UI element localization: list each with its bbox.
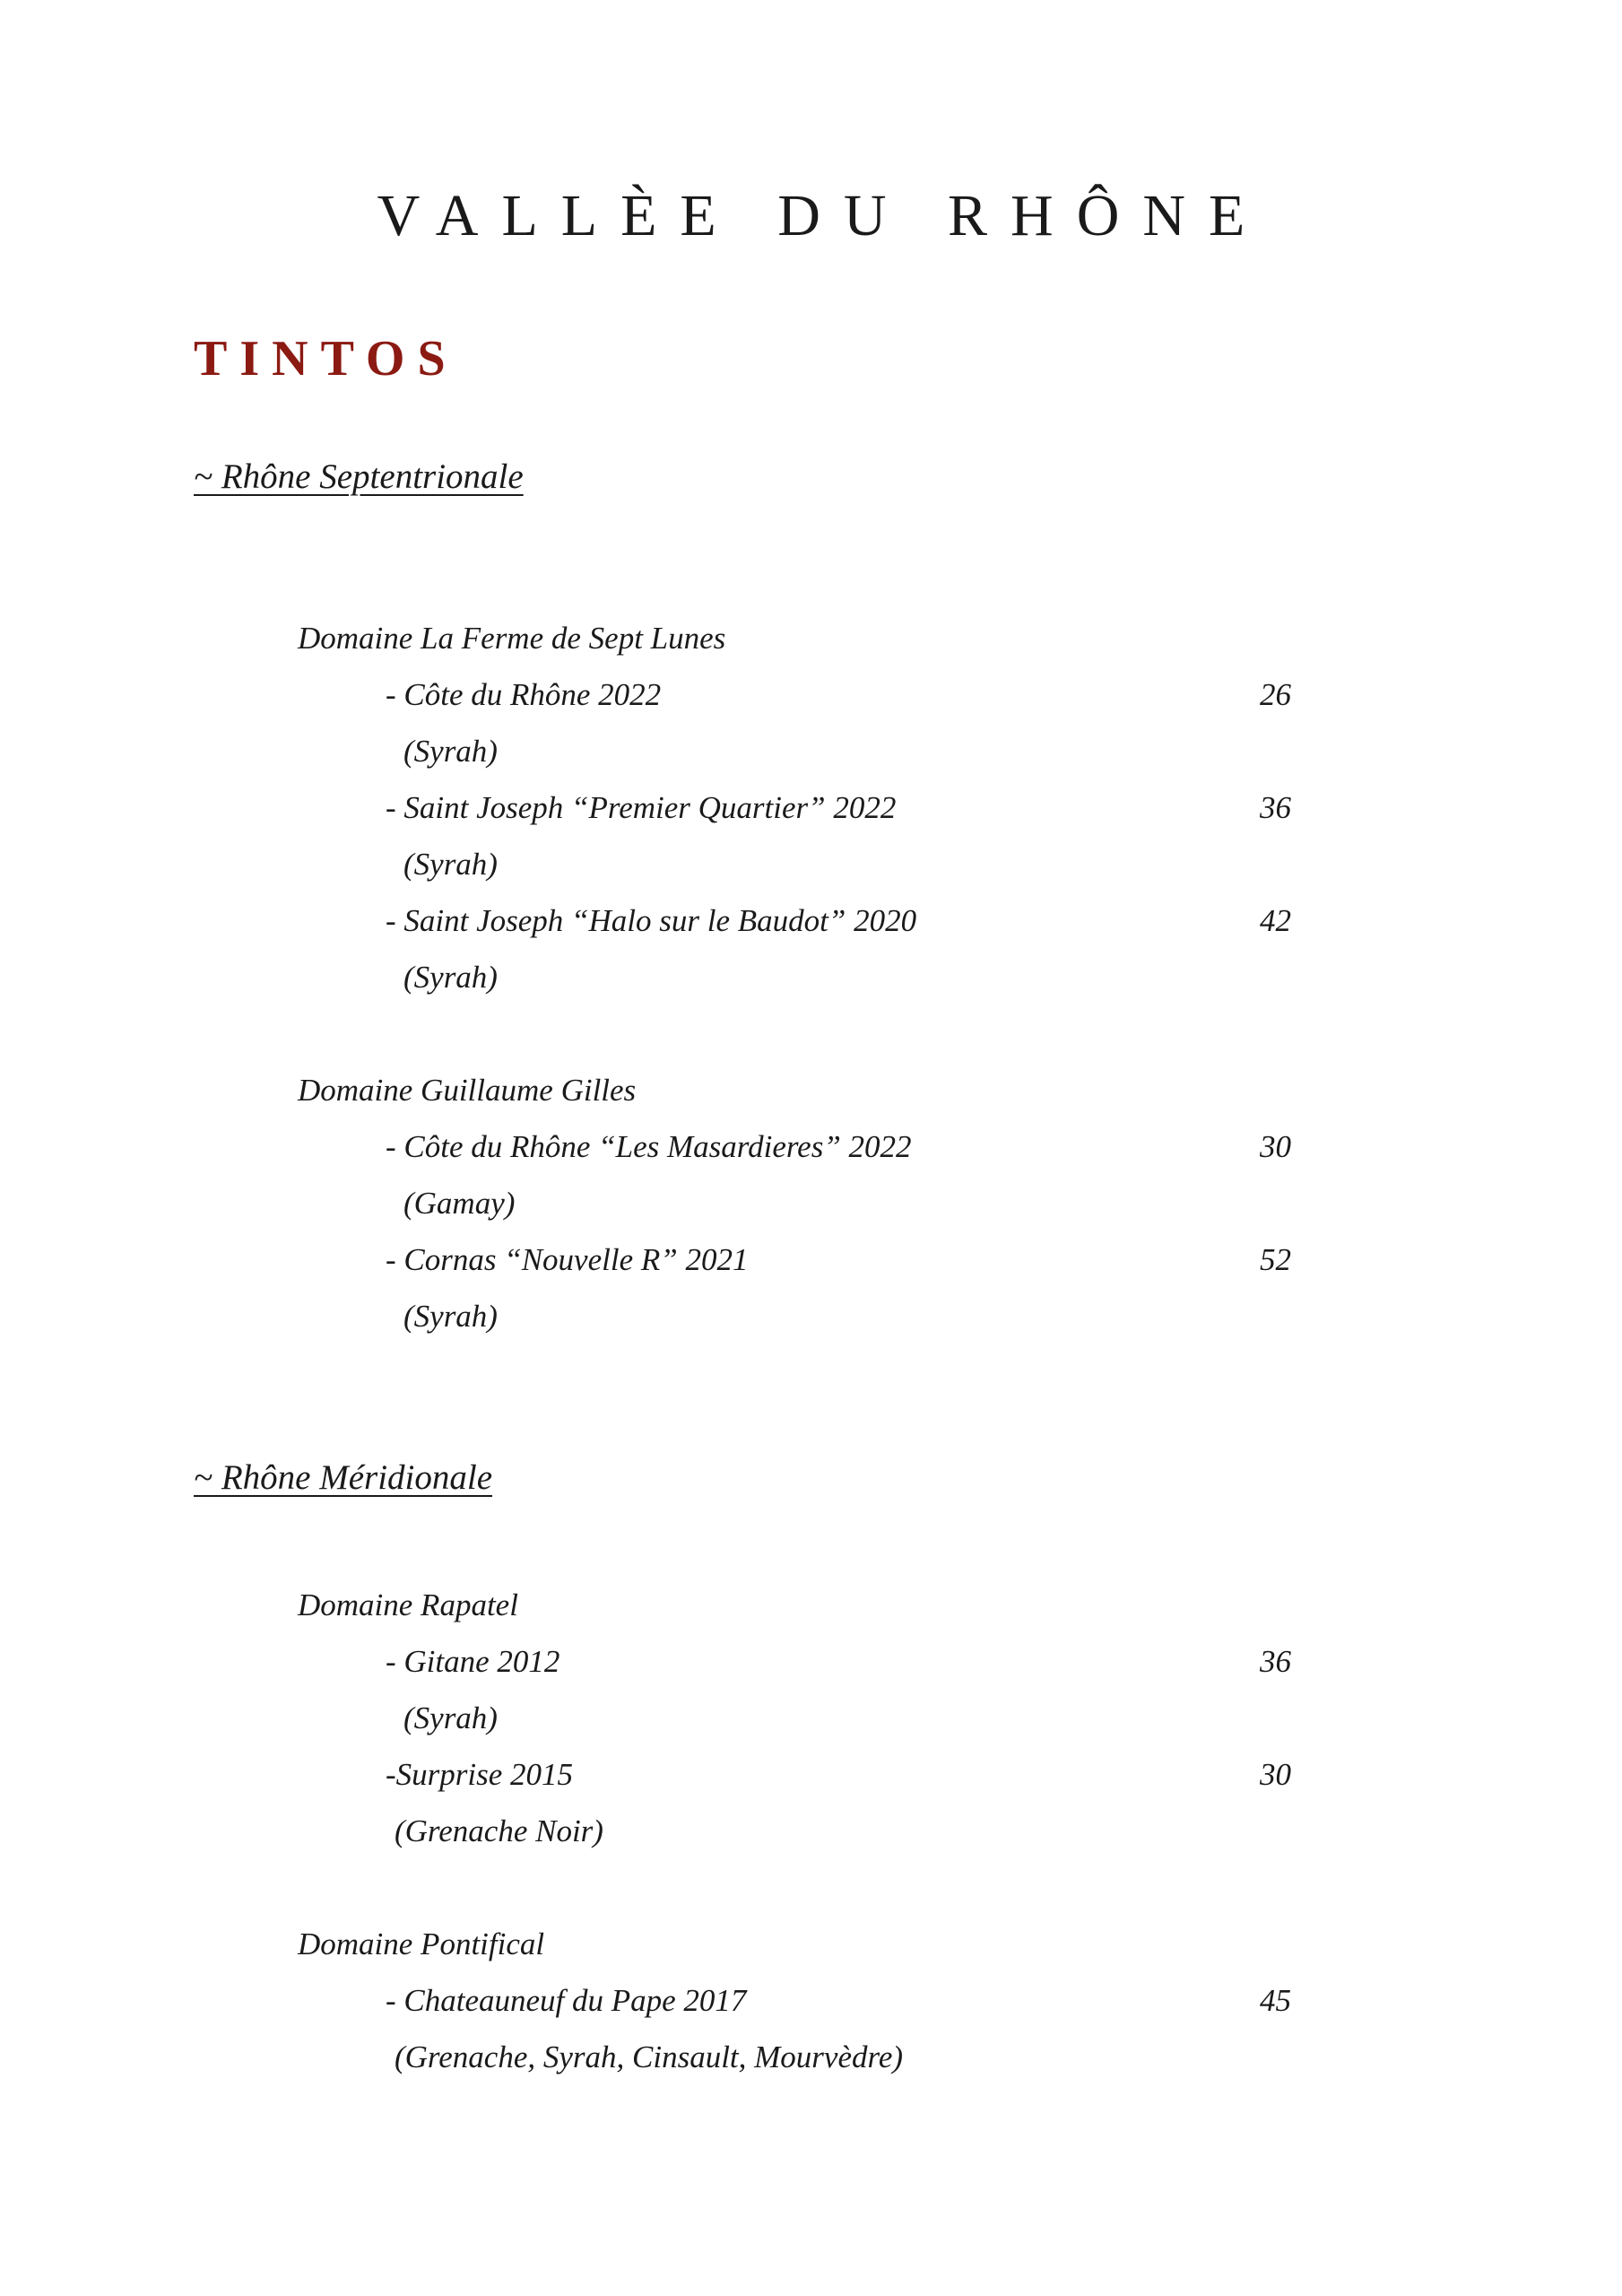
wine-grape: (Grenache Noir) [395,1813,603,1848]
wine-grape: (Syrah) [403,960,498,995]
wine-price: 26 [1260,677,1291,712]
wine-price: 45 [1260,1983,1291,2018]
wine-grape: (Syrah) [403,1700,498,1735]
wine-name: - Cornas “Nouvelle R” 2021 [386,1242,749,1277]
wine-price: 30 [1260,1757,1291,1792]
wine-grape: (Gamay) [403,1186,516,1221]
wine-price: 36 [1260,790,1291,825]
page-title: VALLÈE DU RHÔNE [377,183,1269,248]
wine-name: -Surprise 2015 [386,1757,574,1792]
wine-name: - Chateauneuf du Pape 2017 [386,1983,747,2018]
wine-price: 52 [1260,1242,1291,1277]
wine-price: 30 [1260,1129,1291,1164]
producer-name: Domaine Rapatel [298,1587,518,1622]
wine-grape: (Grenache, Syrah, Cinsault, Mourvèdre) [395,2039,904,2074]
wine-price: 36 [1260,1644,1291,1679]
wine-name: - Saint Joseph “Premier Quartier” 2022 [386,790,897,825]
wine-grape: (Syrah) [403,847,498,882]
wine-grape: (Syrah) [403,734,498,769]
wine-name: - Saint Joseph “Halo sur le Baudot” 2020 [386,903,917,938]
wine-name: - Gitane 2012 [386,1644,560,1679]
producer-name: Domaine Pontifical [298,1926,545,1961]
producer-name: Domaine La Ferme de Sept Lunes [298,621,726,656]
region-heading: ~ Rhône Septentrionale [194,457,524,496]
producer-name: Domaine Guillaume Gilles [298,1073,637,1108]
region-heading: ~ Rhône Méridionale [194,1458,493,1497]
wine-grape: (Syrah) [403,1299,498,1334]
section-heading: TINTOS [194,331,458,387]
wine-name: - Côte du Rhône 2022 [386,677,662,712]
wine-price: 42 [1260,903,1291,938]
wine-name: - Côte du Rhône “Les Masardieres” 2022 [386,1129,912,1164]
